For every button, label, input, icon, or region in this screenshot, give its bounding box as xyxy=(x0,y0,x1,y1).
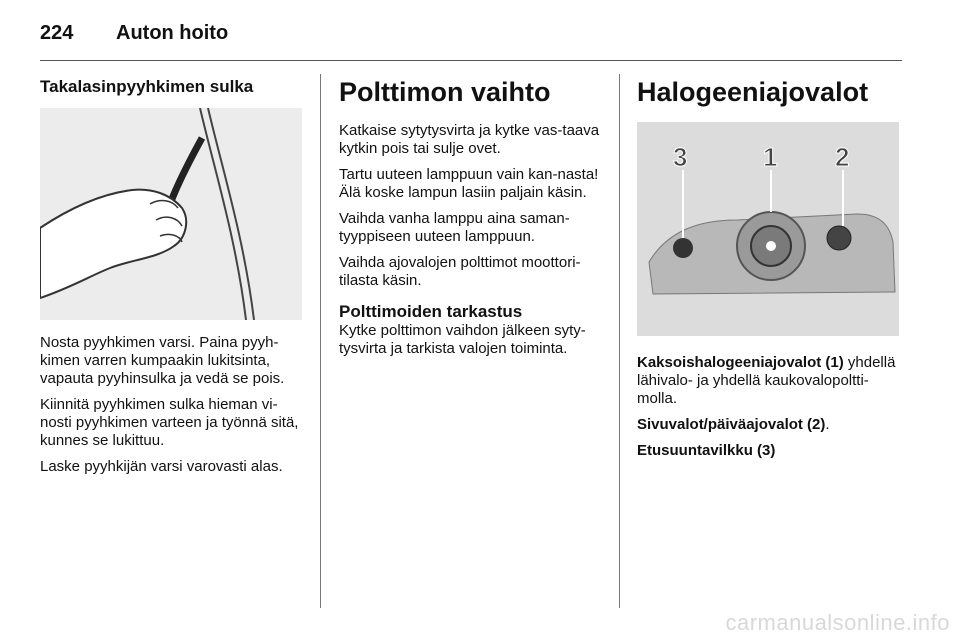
headlamp-item-2-label: Sivuvalot/päiväajovalot (2) xyxy=(637,416,826,433)
bulb-paragraph-3: Vaihda vanha lamppu aina saman-tyyppiseen uuteen lamppuun. xyxy=(339,210,570,245)
watermark: carmanualsonline.info xyxy=(725,610,950,635)
figure-label-2: 2 xyxy=(835,142,850,172)
page-header xyxy=(40,16,902,61)
wiper-paragraph-2: Kiinnitä pyyhkimen sulka hieman vi-nosti pyyhkimen varteen ja työnnä sitä, kunnes se lukittuu. xyxy=(40,396,299,449)
figure-label-1: 1 xyxy=(763,142,778,172)
wiper-paragraph-3: Laske pyyhkijän varsi varovasti alas. xyxy=(40,458,283,475)
bulb-check-paragraph: Kytke polttimon vaihdon jälkeen syty-tysvirta ja tarkista valojen toiminta. xyxy=(339,322,586,357)
bulb-replacement-section xyxy=(339,76,605,366)
headlamp-item-1-text: yhdellä lähivalo- ja yhdellä kaukovalopoltti-molla. xyxy=(637,354,896,407)
wiper-blade-removal-illustration xyxy=(40,108,302,320)
headlamp-item-1-label: Kaksoishalogeeniajovalot (1) xyxy=(637,354,844,371)
wiper-paragraph-1: Nosta pyyhkimen varsi. Paina pyyh-kimen varren kumpaakin lukitsinta, vapauta pyyhinsulka ja vedä se pois. xyxy=(40,334,285,387)
wiper-blade-section xyxy=(40,76,302,484)
bulb-replacement-heading: Polttimon vaihto xyxy=(339,77,551,107)
headlamp-assembly-photo xyxy=(637,122,899,336)
headlamp-item-3 xyxy=(637,442,905,460)
bulb-paragraph-1: Katkaise sytytysvirta ja kytke vas-taava kytkin pois tai sulje ovet. xyxy=(339,122,600,157)
headlamp-item-2 xyxy=(637,416,905,434)
figure-label-3: 3 xyxy=(673,142,688,172)
section-title: Auton hoito xyxy=(116,22,229,44)
headlamp-item-2-text: . xyxy=(825,416,830,433)
halogen-headlights-section xyxy=(637,76,905,468)
page-number: 224 xyxy=(40,22,74,44)
bulb-paragraph-2: Tartu uuteen lamppuun vain kan-nasta! Älä koske lampun lasiin paljain käsin. xyxy=(339,166,599,201)
bulb-check-heading: Polttimoiden tarkastus xyxy=(339,302,523,321)
halogen-headlights-heading: Halogeeniajovalot xyxy=(637,77,869,107)
column-divider xyxy=(619,74,620,608)
wiper-blade-heading: Takalasinpyyhkimen sulka xyxy=(40,77,254,96)
headlamp-item-1 xyxy=(637,354,905,408)
headlamp-item-3-label: Etusuuntavilkku (3) xyxy=(637,442,776,459)
bulb-paragraph-4: Vaihda ajovalojen polttimot moottori-tilasta käsin. xyxy=(339,254,581,289)
column-divider xyxy=(320,74,321,608)
